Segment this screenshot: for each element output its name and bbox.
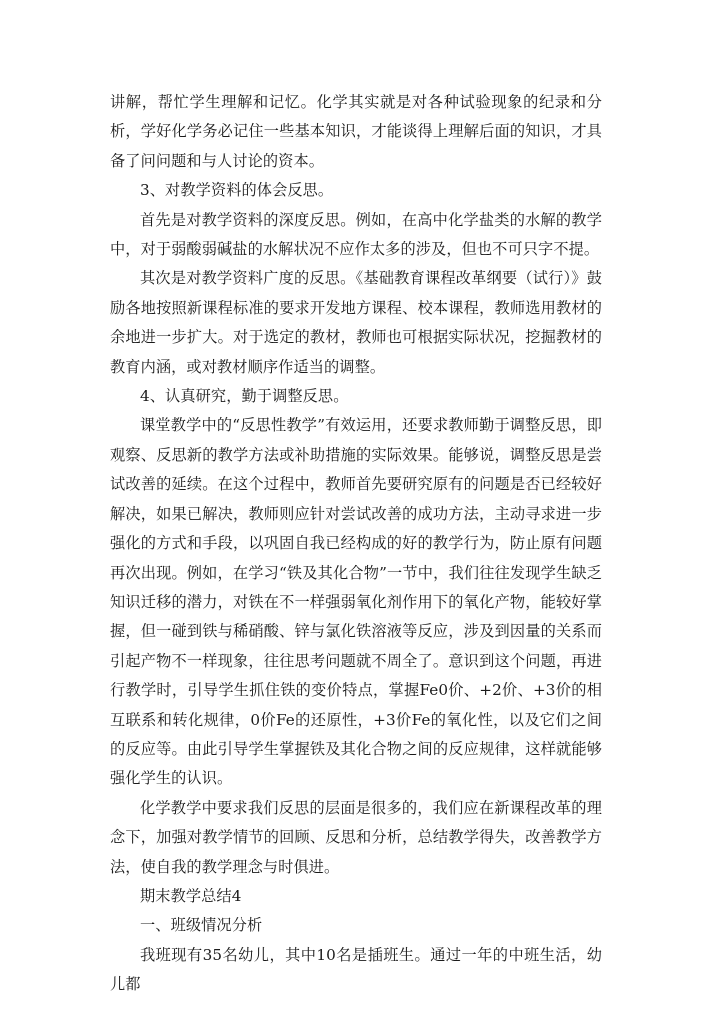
paragraph-class-overview: 我班现有35名幼儿，其中10名是插班生。通过一年的中班生活，幼儿都 [110, 945, 602, 994]
paragraph-learning-chemistry: 讲解，帮忙学生理解和记忆。化学其实就是对各种试验现象的纪录和分析，学好化学务必记住一些基本知识，才能谈得上理解后面的知识，才具备了问问题和与人讨论的资本。 [110, 93, 602, 170]
paragraph-depth-reflection: 首先是对教学资料的深度反思。例如，在高中化学盐类的水解的教学中，对于弱酸弱碱盐的水解状况不应作太多的涉及，但也不可只字不提。 [110, 210, 602, 259]
section-title-summary-4: 期末教学总结4 [140, 886, 242, 905]
heading-adjustment-reflection: 4、认真研究，勤于调整反思。 [140, 387, 349, 406]
heading-teaching-material-reflection: 3、对教学资料的体会反思。 [140, 181, 334, 200]
paragraph-reflection-levels: 化学教学中要求我们反思的层面是很多的，我们应在新课程改革的理念下，加强对教学情节的回顾、反思和分析，总结教学得失，改善教学方法，使自我的教学理念与时俱进。 [110, 798, 602, 876]
paragraph-reflective-teaching: 课堂教学中的“反思性教学”有效运用，还要求教师勤于调整反思，即观察、反思新的教学方法或补助措施的实际效果。能够说，调整反思是尝试改善的延续。在这个过程中，教师首先要研究原有的问题是否已经较好解决，如果已解决，教师则应针对尝试改善的成功方法，主动寻求进一步强化的方式和手段，以巩固自我已经构成的好的教学行为，防止原有问题再次出现。例如，在学习“铁及其化合物”一节中，我们往往发现学生缺乏知识迁移的潜力，对铁在不一样强弱氧化剂作用下的氧化产物，能较好掌握，但一碰到铁与稀硝酸、锌与氯化铁溶液等反应，涉及到因量的关系而引起产物不一样现象，往往思考问题就不周全了。意识到这个问题，再进行教学时，引导学生抓住铁的变价特点，掌握Fe0价、+2价、+3价的相互联系和转化规律，0价Fe的还原性，+3价Fe的氧化性，以及它们之间的反应等。由此引导学生掌握铁及其化合物之间的反应规律，这样就能够强化学生的认识。 [110, 416, 602, 788]
paragraph-breadth-reflection: 其次是对教学资料广度的反思。《基础教育课程改革纲要（试行）》鼓励各地按照新课程标准的要求开发地方课程、校本课程，教师选用教材的余地进一步扩大。对于选定的教材，教师也可根据实际状况，挖掘教材的教育内涵，或对教材顺序作适当的调整。 [110, 269, 602, 376]
document-page [110, 88, 602, 1000]
section-heading-class-analysis: 一、班级情况分析 [140, 916, 263, 935]
